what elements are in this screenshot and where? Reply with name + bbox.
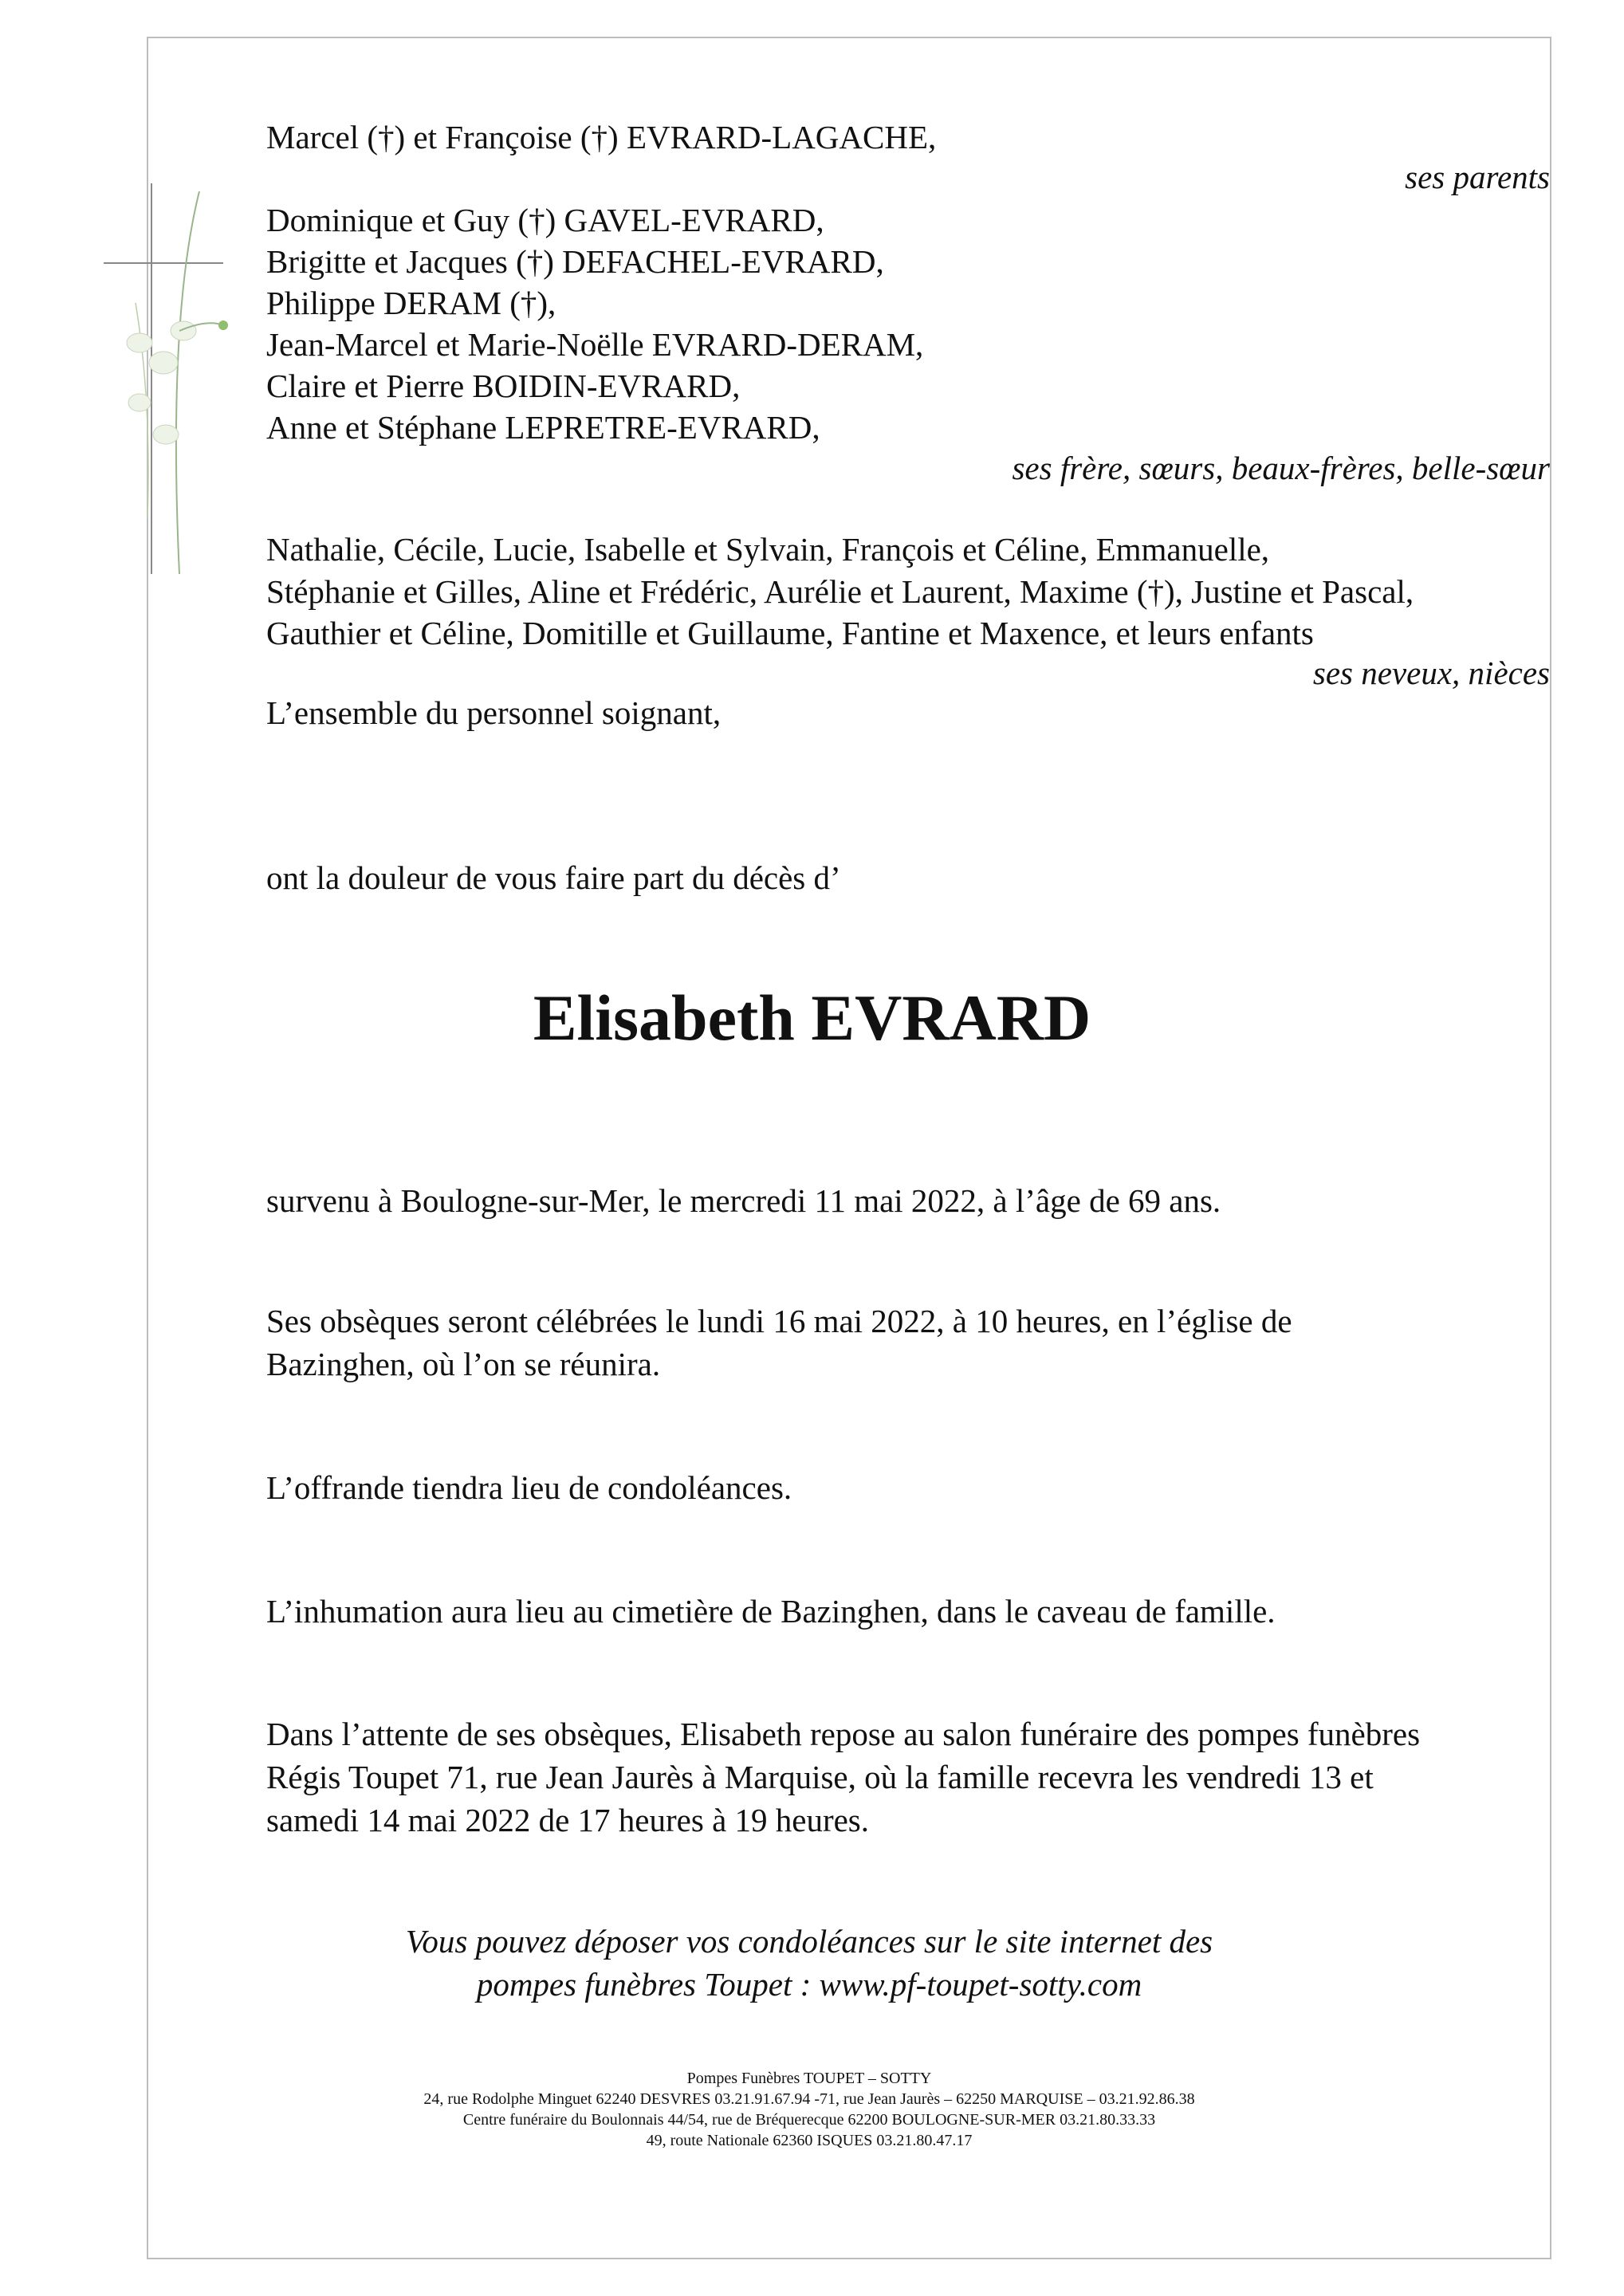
- funeral-paragraph: [266, 1299, 1494, 1386]
- sibling-line: Jean-Marcel et Marie-Noëlle EVRARD-DERAM,: [266, 326, 924, 363]
- footer-line: 49, route Nationale 62360 ISQUES 03.21.80.47.17: [646, 2132, 973, 2149]
- visitation-line: Dans l’attente de ses obsèques, Elisabeth repose au salon funéraire des pompes funèbres: [266, 1716, 1421, 1752]
- parents-role: ses parents: [1405, 159, 1550, 195]
- sibling-line: Dominique et Guy (†) GAVEL-EVRARD,: [266, 202, 824, 238]
- nephews-role: ses neveux, nièces: [1312, 655, 1550, 691]
- footer-line: 24, rue Rodolphe Minguet 62240 DESVRES 03.21.91.67.94 -71, rue Jean Jaurès – 62250 MARQUISE – 03.21.92.86.38: [423, 2090, 1195, 2108]
- nephews-line: Stéphanie et Gilles, Aline et Frédéric, Aurélie et Laurent, Maxime (†), Justine et Pascal,: [266, 573, 1414, 610]
- visitation-paragraph: [266, 1712, 1494, 1842]
- offering-line: L’offrande tiendra lieu de condoléances.: [266, 1469, 792, 1506]
- cross-flower-icon: [104, 159, 263, 590]
- condolences-line: pompes funèbres Toupet : www.pf-toupet-sotty.com: [476, 1966, 1142, 2003]
- staff-line: L’ensemble du personnel soignant,: [266, 694, 722, 731]
- burial-line: L’inhumation aura lieu au cimetière de Bazinghen, dans le caveau de famille.: [266, 1593, 1276, 1630]
- visitation-line: Régis Toupet 71, rue Jean Jaurès à Marquise, où la famille recevra les vendredi 13 et: [266, 1759, 1374, 1795]
- parents-line: Marcel (†) et Françoise (†) EVRARD-LAGACHE,: [266, 119, 937, 155]
- nephews-line: Gauthier et Céline, Domitille et Guillaume, Fantine et Maxence, et leurs enfants: [266, 615, 1314, 651]
- sibling-line: Anne et Stéphane LEPRETRE-EVRARD,: [266, 409, 820, 446]
- footer-line: Pompes Funèbres TOUPET – SOTTY: [686, 2070, 932, 2087]
- condolences-line: Vous pouvez déposer vos condoléances sur le site internet des: [405, 1923, 1213, 1960]
- funeral-home-footer: [303, 2068, 1315, 2151]
- sibling-line: Philippe DERAM (†),: [266, 285, 556, 321]
- sibling-line: Claire et Pierre BOIDIN-EVRARD,: [266, 368, 741, 404]
- death-line: survenu à Boulogne-sur-Mer, le mercredi 11 mai 2022, à l’âge de 69 ans.: [266, 1182, 1221, 1219]
- siblings-role: ses frère, sœurs, beaux-frères, belle-sœur: [1012, 450, 1550, 486]
- sibling-line: Brigitte et Jacques (†) DEFACHEL-EVRARD,: [266, 243, 884, 280]
- footer-line: Centre funéraire du Boulonnais 44/54, rue de Bréquerecque 62200 BOULOGNE-SUR-MER 03.21.80.33.33: [462, 2111, 1156, 2129]
- funeral-line: Bazinghen, où l’on se réunira.: [266, 1346, 661, 1382]
- funeral-line: Ses obsèques seront célébrées le lundi 16 mai 2022, à 10 heures, en l’église de: [266, 1303, 1292, 1339]
- announcement-text: ont la douleur de vous faire part du décès d’: [266, 859, 841, 896]
- nephews-line: Nathalie, Cécile, Lucie, Isabelle et Sylvain, François et Céline, Emmanuelle,: [266, 531, 1270, 568]
- deceased-name: Elisabeth EVRARD: [533, 981, 1091, 1054]
- condolences-note: [303, 1920, 1315, 2006]
- visitation-line: samedi 14 mai 2022 de 17 heures à 19 heures.: [266, 1802, 870, 1838]
